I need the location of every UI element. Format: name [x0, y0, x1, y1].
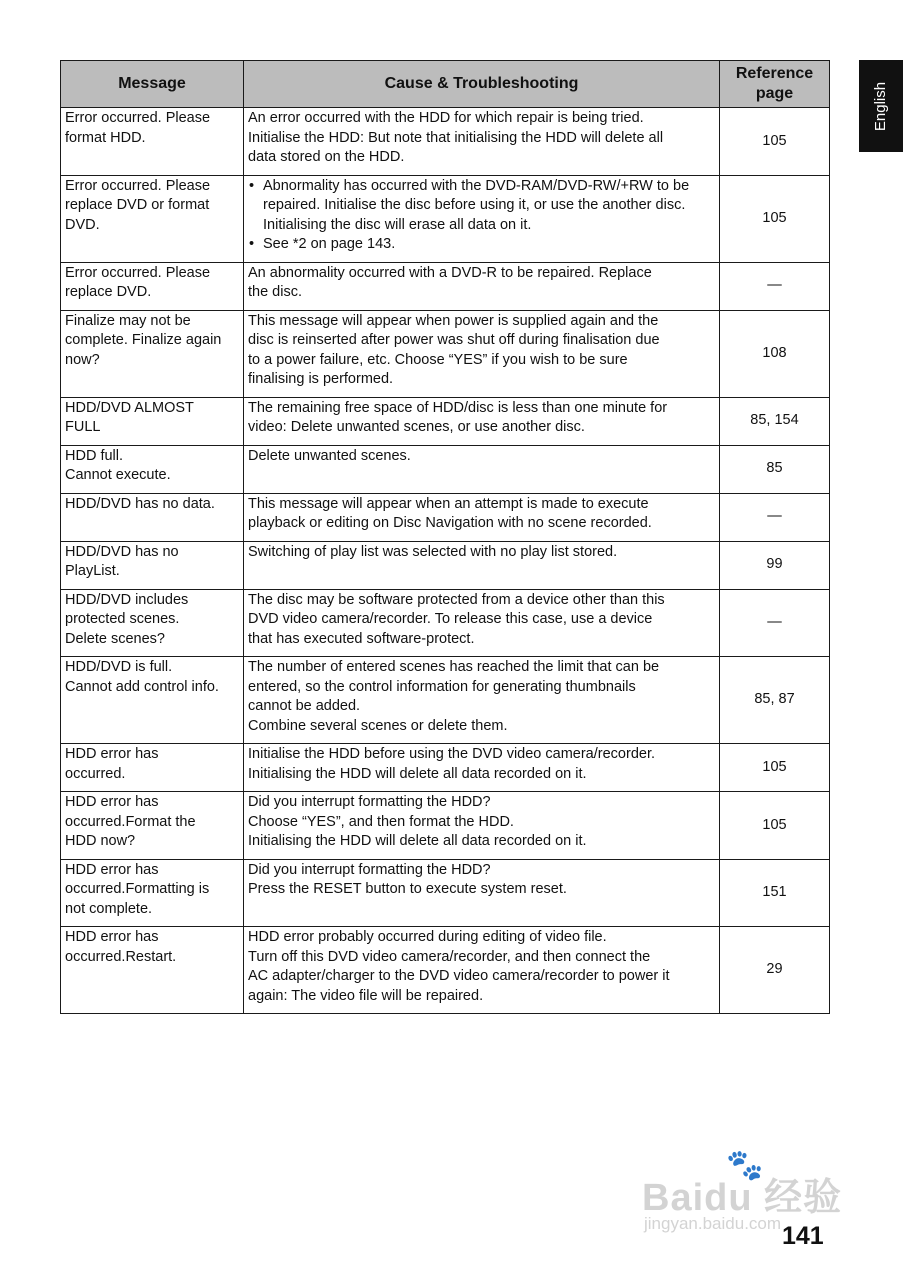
message-line: PlayList. — [65, 563, 120, 579]
message-cell — [61, 262, 244, 310]
message-line: occurred.Format the — [65, 813, 196, 830]
message-line: FULL — [65, 419, 101, 435]
table-row — [61, 493, 830, 541]
reference-page-cell: 108 — [720, 310, 830, 397]
message-line: Finalize may not be — [65, 312, 191, 329]
cause-line: cannot be added. — [248, 698, 361, 714]
cause-line: This message will appear when an attempt is made to execute — [248, 495, 649, 512]
message-line: HDD/DVD has no data. — [65, 495, 215, 512]
reference-page-cell: 151 — [720, 859, 830, 927]
table-row — [61, 589, 830, 657]
message-line: now? — [65, 351, 100, 368]
reference-page-cell: 105 — [720, 792, 830, 860]
message-line: HDD full. — [65, 447, 124, 464]
cause-line: Combine several scenes or delete them. — [248, 717, 508, 734]
message-cell — [61, 589, 244, 657]
troubleshooting-table — [60, 60, 830, 1014]
message-line: occurred.Restart. — [65, 948, 177, 965]
reference-page-cell: — — [720, 589, 830, 657]
cause-line: The remaining free space of HDD/disc is less than one minute for — [248, 399, 668, 416]
message-cell — [61, 445, 244, 493]
table-header-row — [61, 61, 830, 108]
reference-page-cell: 85 — [720, 445, 830, 493]
cause-line: Initialise the HDD before using the DVD video camera/recorder. — [248, 746, 655, 762]
cause-line: finalising is performed. — [248, 371, 394, 387]
cause-cell — [244, 927, 720, 1014]
cause-cell — [244, 792, 720, 860]
message-line: Cannot execute. — [65, 467, 171, 483]
cause-cell — [244, 859, 720, 927]
table-row — [61, 657, 830, 744]
cause-line: Did you interrupt formatting the HDD? — [248, 861, 491, 878]
message-line: replace DVD or format — [65, 197, 210, 213]
message-line: Error occurred. Please — [65, 264, 211, 281]
header-message: Message — [61, 61, 244, 108]
cause-line: An error occurred with the HDD for which repair is being tried. — [248, 110, 644, 126]
message-line: HDD/DVD ALMOST — [65, 399, 194, 416]
header-reference-line1: Reference — [735, 65, 814, 82]
message-line: HDD error has — [65, 861, 159, 878]
message-line: Error occurred. Please — [65, 177, 211, 194]
cause-line: to a power failure, etc. Choose “YES” if you wish to be sure — [248, 351, 628, 368]
cause-line: AC adapter/charger to the DVD video camera/recorder to power it — [248, 968, 670, 984]
message-line: complete. Finalize again — [65, 332, 222, 348]
message-line: format HDD. — [65, 129, 146, 146]
cause-line: Did you interrupt formatting the HDD? — [248, 794, 491, 810]
cause-cell — [244, 310, 720, 397]
message-line: protected scenes. — [65, 611, 180, 627]
message-line: replace DVD. — [65, 284, 152, 300]
cause-line: Switching of play list was selected with no play list stored. — [248, 543, 618, 560]
message-cell — [61, 108, 244, 176]
table-row — [61, 445, 830, 493]
reference-page-cell: 85, 154 — [720, 397, 830, 445]
cause-cell — [244, 262, 720, 310]
message-line: occurred. — [65, 765, 126, 782]
watermark-brand-cn: 经验 — [764, 1177, 843, 1219]
table-row — [61, 397, 830, 445]
table-body — [61, 108, 830, 1014]
cause-line: playback or editing on Disc Navigation with no scene recorded. — [248, 515, 652, 531]
table-row — [61, 175, 830, 262]
cause-bullet: • Abnormality has occurred with the DVD-RAM/DVD-RW/+RW to be repaired. Initialise the disc before using it, or use the another disc. Initialising the disc will erase all data on it. — [248, 177, 715, 236]
table-row — [61, 310, 830, 397]
watermark-brand — [642, 1166, 842, 1221]
header-reference-line2: page — [755, 85, 794, 102]
paw-icon: 🐾 — [726, 1149, 764, 1182]
message-line: Delete scenes? — [65, 630, 165, 647]
message-line: HDD error has — [65, 929, 159, 945]
cause-line: An abnormality occurred with a DVD-R to be repaired. Replace — [248, 264, 652, 281]
watermark-url: jingyan.baidu.com — [644, 1214, 782, 1233]
message-line: Error occurred. Please — [65, 110, 211, 126]
cause-cell — [244, 175, 720, 262]
cause-line: The number of entered scenes has reached the limit that can be — [248, 659, 660, 675]
message-line: HDD/DVD includes — [65, 591, 189, 608]
cause-line: DVD video camera/recorder. To release this case, use a device — [248, 611, 653, 627]
message-cell — [61, 397, 244, 445]
cause-line: that has executed software-protect. — [248, 630, 475, 647]
cause-cell — [244, 445, 720, 493]
cause-line: Initialising the HDD will delete all data recorded on it. — [248, 765, 587, 782]
cause-cell — [244, 541, 720, 589]
message-cell — [61, 657, 244, 744]
table-row — [61, 744, 830, 792]
message-line: HDD now? — [65, 833, 136, 849]
cause-bullet-list — [248, 177, 715, 255]
reference-page-cell: 105 — [720, 175, 830, 262]
cause-cell — [244, 397, 720, 445]
page-number: 141 — [782, 1222, 824, 1250]
cause-line: data stored on the HDD. — [248, 149, 405, 165]
cause-line: the disc. — [248, 284, 302, 300]
message-cell — [61, 541, 244, 589]
cause-cell — [244, 108, 720, 176]
message-line: occurred.Formatting is — [65, 881, 210, 897]
message-cell — [61, 792, 244, 860]
message-cell — [61, 927, 244, 1014]
cause-cell — [244, 493, 720, 541]
cause-line: entered, so the control information for generating thumbnails — [248, 678, 636, 695]
cause-line: Press the RESET button to execute system reset. — [248, 881, 567, 897]
watermark-brand-text: Baidu — [642, 1177, 753, 1219]
cause-bullet: • See *2 on page 143. — [248, 235, 715, 255]
header-reference — [720, 61, 830, 108]
reference-page-cell: 105 — [720, 108, 830, 176]
reference-page-cell: 99 — [720, 541, 830, 589]
table-row — [61, 792, 830, 860]
reference-page-cell: — — [720, 262, 830, 310]
table-row — [61, 541, 830, 589]
cause-cell — [244, 589, 720, 657]
cause-line: again: The video file will be repaired. — [248, 987, 484, 1004]
table-row — [61, 108, 830, 176]
message-cell — [61, 859, 244, 927]
cause-line: Initialise the HDD: But note that initialising the HDD will delete all — [248, 129, 664, 146]
message-cell — [61, 175, 244, 262]
message-cell — [61, 493, 244, 541]
table-row — [61, 927, 830, 1014]
cause-line: HDD error probably occurred during editing of video file. — [248, 929, 607, 945]
reference-page-cell: — — [720, 493, 830, 541]
cause-line: The disc may be software protected from a device other than this — [248, 591, 665, 608]
cause-line: Delete unwanted scenes. — [248, 447, 411, 464]
language-tab-label: English — [872, 81, 890, 131]
reference-page-cell: 105 — [720, 744, 830, 792]
cause-line: disc is reinserted after power was shut off during finalisation due — [248, 332, 660, 348]
message-line: not complete. — [65, 900, 153, 917]
cause-line: Initialising the HDD will delete all data recorded on it. — [248, 833, 587, 849]
reference-page-cell: 29 — [720, 927, 830, 1014]
table-row — [61, 262, 830, 310]
cause-line: video: Delete unwanted scenes, or use another disc. — [248, 419, 585, 435]
message-line: HDD error has — [65, 746, 159, 762]
message-line: Cannot add control info. — [65, 678, 219, 695]
message-line: DVD. — [65, 216, 100, 233]
cause-line: Choose “YES”, and then format the HDD. — [248, 813, 514, 830]
cause-line: Turn off this DVD video camera/recorder, and then connect the — [248, 948, 651, 965]
table-row — [61, 859, 830, 927]
message-cell — [61, 744, 244, 792]
language-tab — [859, 60, 903, 152]
reference-page-cell: 85, 87 — [720, 657, 830, 744]
message-line: HDD error has — [65, 794, 159, 810]
cause-line: This message will appear when power is supplied again and the — [248, 312, 659, 329]
watermark — [640, 1149, 860, 1240]
cause-cell — [244, 744, 720, 792]
cause-cell — [244, 657, 720, 744]
message-cell — [61, 310, 244, 397]
header-cause: Cause & Troubleshooting — [244, 61, 720, 108]
message-line: HDD/DVD is full. — [65, 659, 173, 675]
message-line: HDD/DVD has no — [65, 543, 179, 560]
